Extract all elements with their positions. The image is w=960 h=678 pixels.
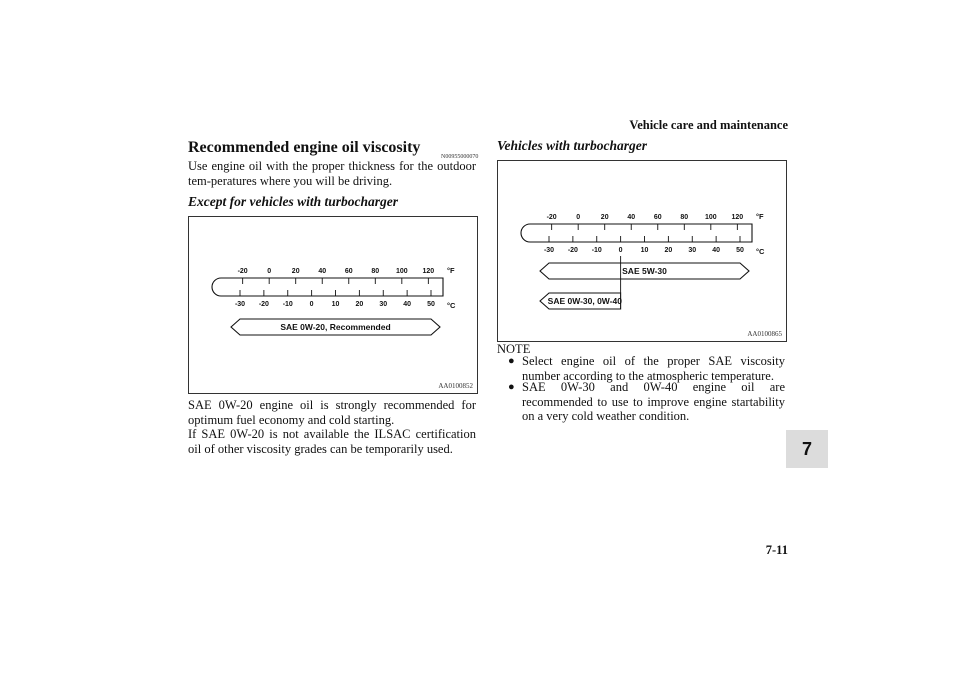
bullet-icon: ● xyxy=(508,381,515,393)
tick-label-f: 80 xyxy=(680,214,689,221)
note-title: NOTE xyxy=(497,342,531,356)
tick-label-c: 20 xyxy=(664,247,673,254)
note-item xyxy=(508,380,785,424)
subheading-non-turbo: Except for vehicles with turbocharger xyxy=(188,194,398,209)
tick-label-f: 20 xyxy=(291,268,300,275)
tick-label-c: 30 xyxy=(379,301,388,308)
tick-label-c: 20 xyxy=(355,301,364,308)
tick-label-f: 120 xyxy=(731,214,744,221)
thermometer-tube xyxy=(530,224,752,242)
unit-label-f: °F xyxy=(756,212,764,221)
tick-label-c: 10 xyxy=(640,247,649,254)
page-number: 7-11 xyxy=(765,543,788,557)
tick-label-f: 60 xyxy=(344,268,353,275)
unit-label-c: °C xyxy=(756,247,765,256)
section-code: N00955000070 xyxy=(441,154,479,160)
intro-paragraph: Use engine oil with the proper thickness for the outdoor tem-peratures where you will be driving. xyxy=(188,159,476,188)
tick-label-c: -30 xyxy=(234,301,246,308)
viscosity-chart-turbo-svg xyxy=(498,161,786,341)
band-label: SAE 0W-30, 0W-40 xyxy=(547,296,622,306)
paragraph-ilsac-alternative: If SAE 0W-20 is not available the ILSAC certification oil of other viscosity grades can be temporarily used. xyxy=(188,427,476,456)
band-label: SAE 0W-20, Recommended xyxy=(280,322,391,332)
tick-label-c: 10 xyxy=(331,301,340,308)
tick-label-f: -20 xyxy=(237,268,248,275)
body-text-non-turbo xyxy=(188,398,476,456)
tick-label-f: 40 xyxy=(318,268,327,275)
viscosity-chart-non-turbo xyxy=(188,216,478,394)
tick-label-c: 30 xyxy=(688,247,697,254)
tick-label-f: 40 xyxy=(627,214,636,221)
tick-label-f: 0 xyxy=(267,268,272,275)
paragraph-0w20-recommendation: SAE 0W-20 engine oil is strongly recommended for optimum fuel economy and cold starting. xyxy=(188,398,476,427)
tick-label-f: -20 xyxy=(546,214,557,221)
subheading-turbo: Vehicles with turbocharger xyxy=(497,138,648,153)
tick-label-c: 0 xyxy=(309,301,314,308)
tick-label-c: -20 xyxy=(567,247,578,254)
tick-label-f: 120 xyxy=(422,268,435,275)
tick-label-c: 40 xyxy=(712,247,721,254)
viscosity-chart-turbo xyxy=(497,160,787,342)
tick-label-c: 50 xyxy=(427,301,435,308)
note-item xyxy=(508,354,785,383)
tick-label-c: -30 xyxy=(543,247,555,254)
unit-label-f: °F xyxy=(447,266,455,275)
section-heading: Recommended engine oil viscosity xyxy=(188,139,421,156)
tick-label-f: 100 xyxy=(704,214,717,221)
figure-code: AA0100865 xyxy=(747,330,782,338)
band-label: SAE 5W-30 xyxy=(622,266,667,276)
tick-label-c: 0 xyxy=(618,247,623,254)
unit-label-c: °C xyxy=(447,301,456,310)
tick-label-c: -10 xyxy=(282,301,293,308)
viscosity-chart-non-turbo-svg xyxy=(189,217,477,393)
tick-label-c: -20 xyxy=(258,301,269,308)
note-text: Select engine oil of the proper SAE viscosity number according to the atmospheric temperature. xyxy=(522,354,785,383)
running-head: Vehicle care and maintenance xyxy=(629,118,788,132)
tick-label-f: 0 xyxy=(576,214,581,221)
note-text: SAE 0W-30 and 0W-40 engine oil are recommended to use to improve engine startability on a very cold weather condition. xyxy=(522,380,785,423)
figure-code: AA0100852 xyxy=(438,382,473,390)
tick-label-f: 100 xyxy=(395,268,408,275)
tick-label-c: -10 xyxy=(591,247,602,254)
bullet-icon: ● xyxy=(508,355,515,367)
tick-label-f: 20 xyxy=(600,214,609,221)
tick-label-f: 80 xyxy=(371,268,380,275)
thermometer-tube xyxy=(221,278,443,296)
tick-label-c: 50 xyxy=(736,247,744,254)
thermometer-bulb xyxy=(212,278,221,296)
thermometer-bulb xyxy=(521,224,530,242)
tick-label-c: 40 xyxy=(403,301,412,308)
tick-label-f: 60 xyxy=(653,214,662,221)
chapter-tab: 7 xyxy=(786,430,828,468)
